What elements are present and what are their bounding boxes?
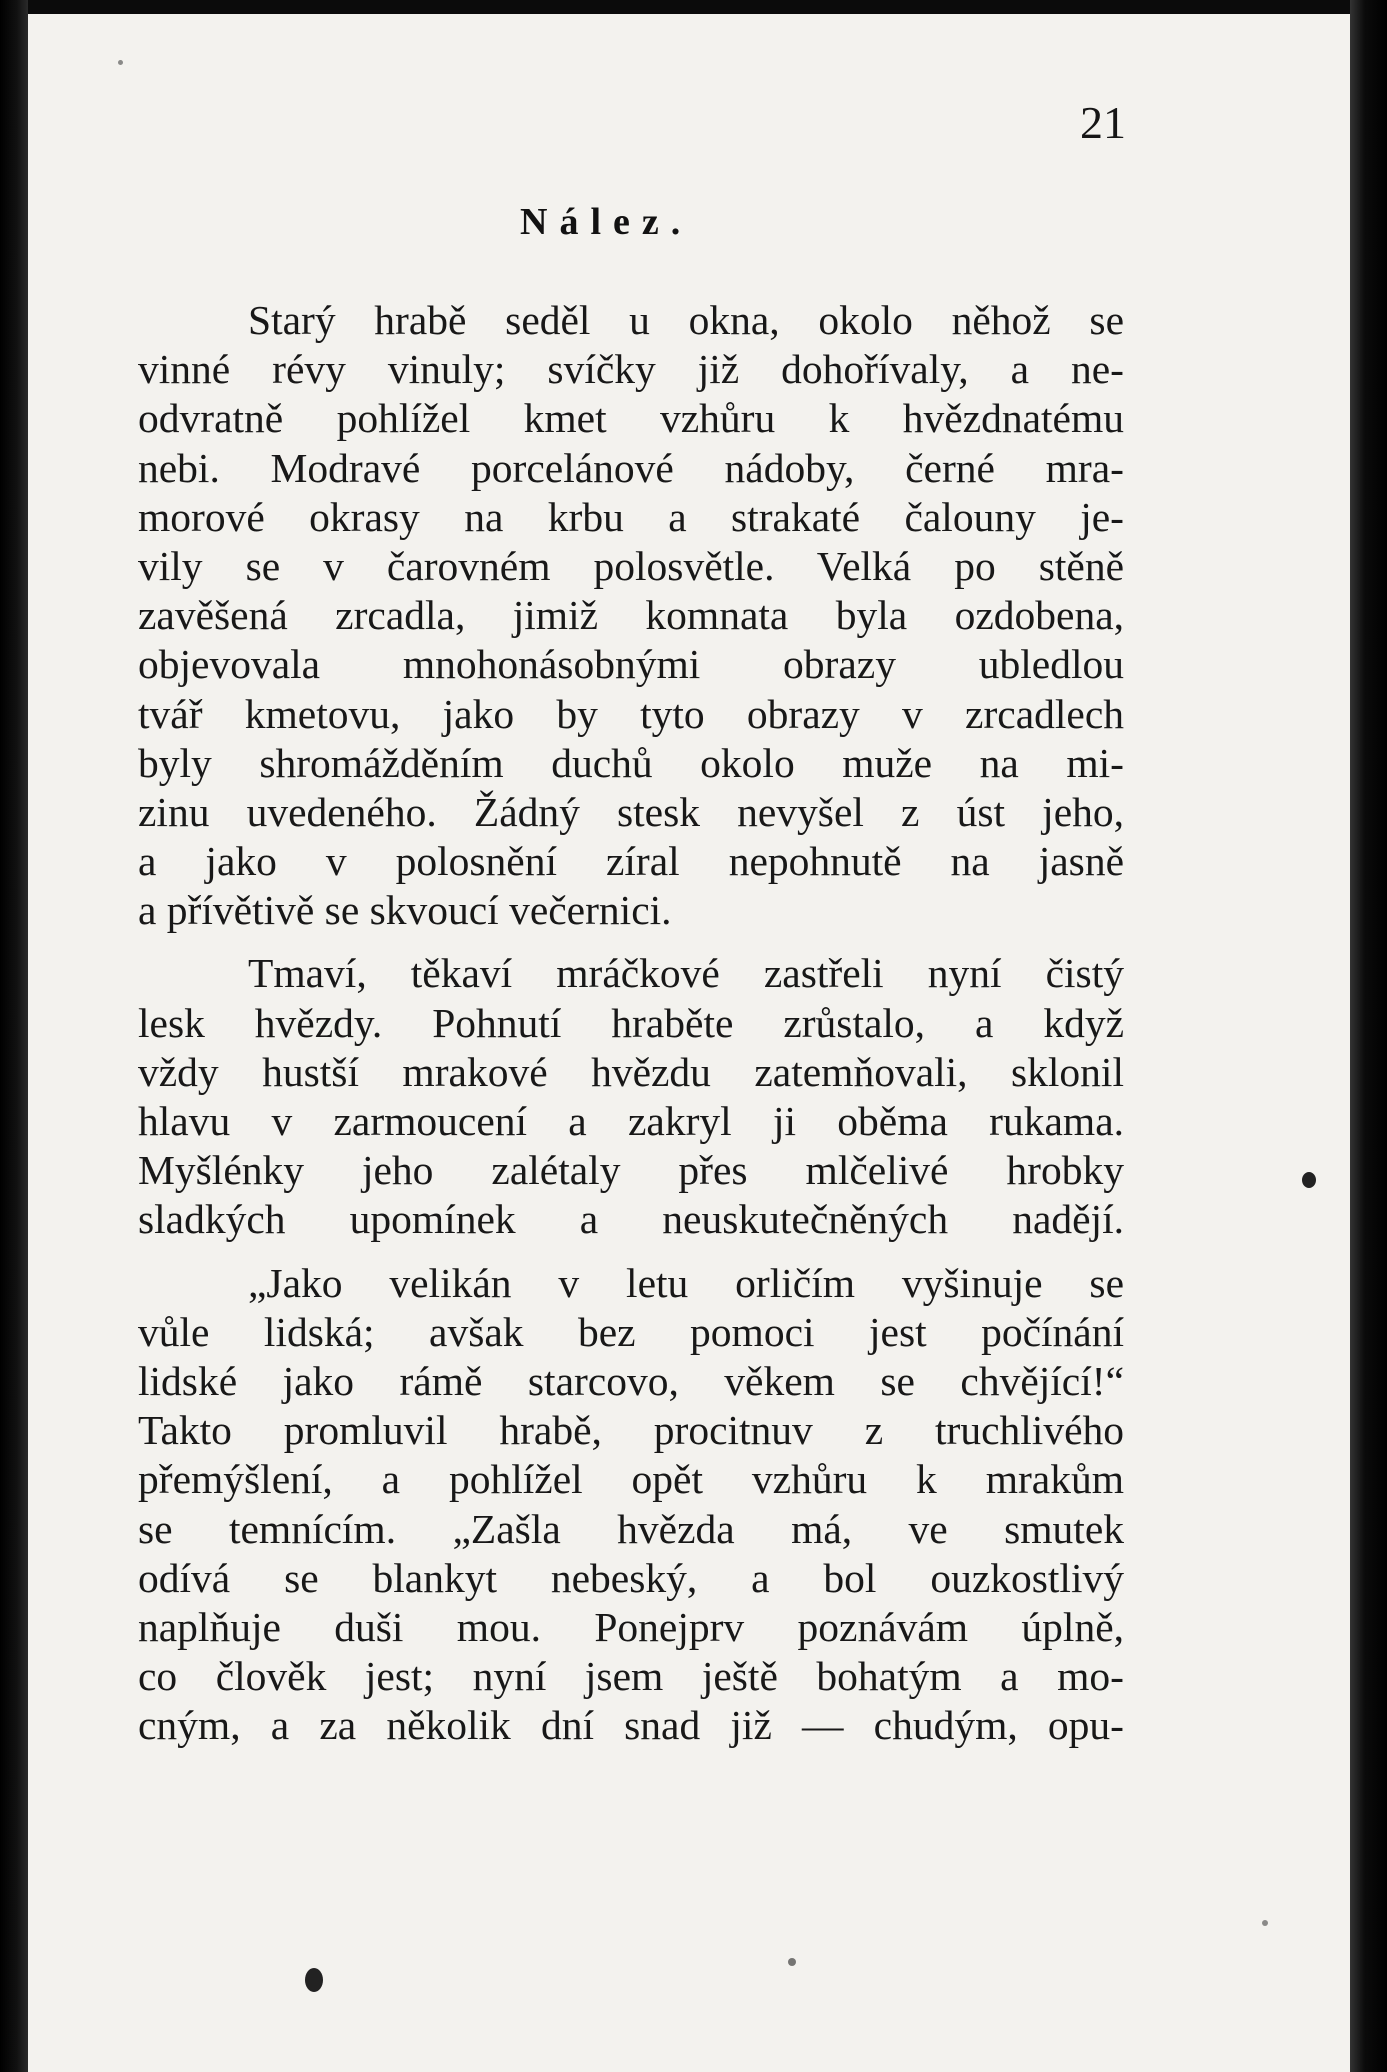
text-line: odvratně pohlížel kmet vzhůru k hvězdnatému [138,395,1124,442]
text-line: nebi. Modravé porcelánové nádoby, černé mra- [138,444,1124,491]
page-edge-right [1350,0,1387,2072]
text-line: Tmaví, těkaví mráčkové zastřeli nyní čistý [248,950,1124,997]
text-line: naplňuje duši mou. Ponejprv poznávám úplně, [138,1603,1124,1650]
text-line: byly shromážděním duchů okolo muže na mi- [138,739,1124,786]
body-text [138,296,1124,1750]
text-line: odívá se blankyt nebeský, a bol ouzkostlivý [138,1554,1124,1601]
text-line: cným, a za několik dní snad již — chudým, opu- [138,1702,1124,1749]
text-line: vždy hustší mrakové hvězdu zatemňovali, sklonil [138,1048,1124,1095]
text-line: vinné révy vinuly; svíčky již dohořívaly, a ne- [138,346,1124,393]
text-line: zavěšená zrcadla, jimiž komnata byla ozdobena, [138,592,1124,639]
text-line: přemýšlení, a pohlížel opět vzhůru k mrakům [138,1456,1124,1503]
text-line: „Jako velikán v letu orličím vyšinuje se [248,1259,1124,1306]
text-line: zinu uvedeného. Žádný stesk nevyšel z úst jeho, [138,788,1124,835]
text-line: co člověk jest; nyní jsem ještě bohatým a mo- [138,1653,1124,1700]
page-number: 21 [1080,97,1126,148]
ink-speck [1262,1920,1268,1926]
text-line: vily se v čarovném polosvětle. Velká po stěně [138,542,1124,589]
chapter-title: Nález. [520,201,693,243]
ink-speck [118,60,123,65]
ink-speck [305,1968,323,1992]
text-line: morové okrasy na krbu a strakaté čalouny je- [138,493,1124,540]
text-line: vůle lidská; avšak bez pomoci jest počínání [138,1308,1124,1355]
paragraph [138,296,1124,935]
text-line: a přívětivě se skvoucí večernici. [138,887,672,934]
text-line: lesk hvězdy. Pohnutí hraběte zrůstalo, a když [138,999,1124,1046]
text-line: Takto promluvil hrabě, procitnuv z truchlivého [138,1407,1124,1454]
text-line: hlavu v zarmoucení a zakryl ji oběma rukama. [138,1098,1124,1144]
text-line: a jako v polosnění zíral nepohnutě na jasně [138,838,1124,885]
paragraph [138,1259,1124,1751]
text-line: sladkých upomínek a neuskutečněných nadějí. [138,1196,1124,1243]
ink-speck [788,1958,796,1966]
text-line: lidské jako rámě starcovo, věkem se chvějící!“ [138,1357,1124,1404]
text-line: Myšlénky jeho zalétaly přes mlčelivé hrobky [138,1147,1124,1194]
text-line: objevovala mnohonásobnými obrazy ubledlou [138,641,1124,688]
text-line: tvář kmetovu, jako by tyto obrazy v zrcadlech [138,690,1124,737]
text-line: se temnícím. „Zašla hvězda má, ve smutek [138,1505,1124,1552]
binding-shadow-left [0,0,28,2072]
text-line: Starý hrabě seděl u okna, okolo něhož se [248,297,1124,343]
paragraph [138,949,1124,1244]
ink-speck [1302,1172,1316,1188]
